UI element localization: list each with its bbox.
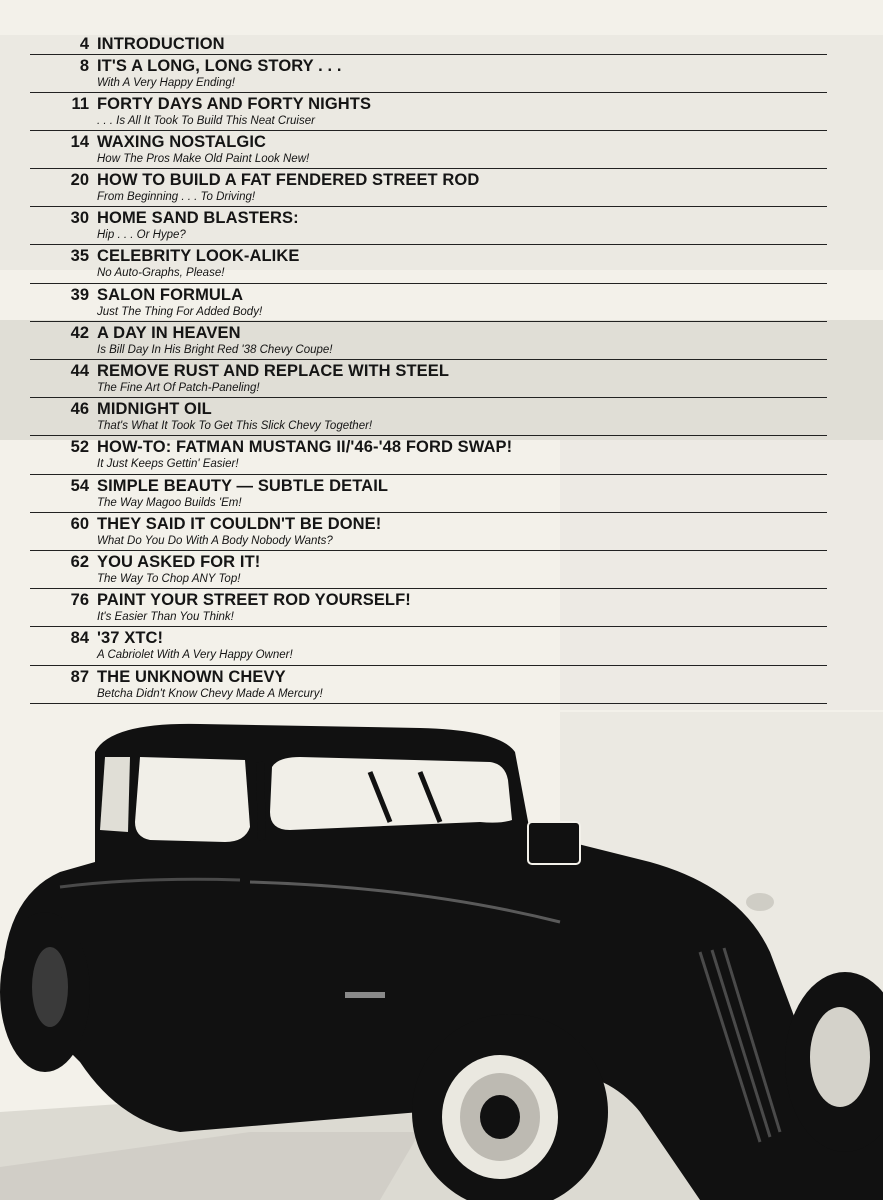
toc-entry xyxy=(30,245,827,283)
article-title: HOW-TO: FATMAN MUSTANG II/'46-'48 FORD SWAP! xyxy=(97,438,513,457)
article-subtitle: It Just Keeps Gettin' Easier! xyxy=(97,458,239,471)
toc-entry xyxy=(30,284,827,322)
article-title: CELEBRITY LOOK-ALIKE xyxy=(97,247,300,266)
page-number: 20 xyxy=(70,171,89,190)
page-number: 60 xyxy=(70,514,89,533)
article-title: MIDNIGHT OIL xyxy=(97,400,212,419)
page-number: 8 xyxy=(79,56,89,75)
toc-entry xyxy=(30,131,827,169)
article-subtitle: How The Pros Make Old Paint Look New! xyxy=(97,152,310,165)
article-subtitle: The Way Magoo Builds 'Em! xyxy=(97,496,242,509)
article-subtitle: Just The Thing For Added Body! xyxy=(97,305,263,318)
page-number: 87 xyxy=(70,667,89,686)
article-title: FORTY DAYS AND FORTY NIGHTS xyxy=(97,94,372,113)
article-title: IT'S A LONG, LONG STORY . . . xyxy=(97,56,342,75)
article-subtitle: From Beginning . . . To Driving! xyxy=(97,191,256,204)
article-subtitle: With A Very Happy Ending! xyxy=(97,76,235,89)
article-title: A DAY IN HEAVEN xyxy=(97,323,241,342)
toc-entry xyxy=(30,55,827,93)
article-title: PAINT YOUR STREET ROD YOURSELF! xyxy=(97,591,411,610)
page-number: 44 xyxy=(70,362,89,380)
toc-entry xyxy=(30,666,827,704)
toc-entry xyxy=(30,33,827,55)
article-title: SALON FORMULA xyxy=(97,285,244,304)
article-subtitle: No Auto-Graphs, Please! xyxy=(97,267,225,280)
toc-entry xyxy=(30,322,827,360)
article-subtitle: It's Easier Than You Think! xyxy=(97,611,234,624)
toc-entry xyxy=(30,207,827,245)
article-subtitle: What Do You Do With A Body Nobody Wants? xyxy=(97,534,333,547)
article-subtitle: Betcha Didn't Know Chevy Made A Mercury! xyxy=(97,687,323,700)
article-subtitle: The Way To Chop ANY Top! xyxy=(97,572,241,585)
article-title: SIMPLE BEAUTY — SUBTLE DETAIL xyxy=(97,476,389,495)
toc-entry xyxy=(30,398,827,436)
article-title: YOU ASKED FOR IT! xyxy=(97,552,261,571)
toc-entry xyxy=(30,627,827,665)
article-subtitle: That's What It Took To Get This Slick Chevy Together! xyxy=(97,420,373,433)
page-number: 30 xyxy=(70,209,89,228)
page-number: 54 xyxy=(70,476,89,495)
article-subtitle: The Fine Art Of Patch-Paneling! xyxy=(97,382,260,394)
page-number: 46 xyxy=(70,400,89,419)
article-title: WAXING NOSTALGIC xyxy=(97,132,267,151)
article-title: HOME SAND BLASTERS: xyxy=(97,209,299,228)
article-title: '37 XTC! xyxy=(97,629,164,648)
toc-entry xyxy=(30,475,827,513)
page-number: 35 xyxy=(70,247,89,266)
article-subtitle: . . . Is All It Took To Build This Neat Cruiser xyxy=(97,114,315,127)
toc-entry xyxy=(30,93,827,131)
page-number: 62 xyxy=(70,552,89,571)
table-of-contents xyxy=(30,33,827,704)
article-subtitle: Is Bill Day In His Bright Red '38 Chevy Coupe! xyxy=(97,343,333,356)
page-number: 84 xyxy=(70,629,89,648)
toc-entry xyxy=(30,589,827,627)
toc-entry xyxy=(30,169,827,207)
page-number: 39 xyxy=(70,285,89,304)
page-number: 4 xyxy=(79,35,89,53)
article-subtitle: Hip . . . Or Hype? xyxy=(97,229,186,242)
article-subtitle: A Cabriolet With A Very Happy Owner! xyxy=(97,649,293,662)
page-number: 11 xyxy=(71,94,89,113)
page-number: 42 xyxy=(70,323,89,342)
page-number: 52 xyxy=(70,438,89,457)
toc-entry xyxy=(30,551,827,589)
article-title: HOW TO BUILD A FAT FENDERED STREET ROD xyxy=(97,171,480,190)
page-number: 14 xyxy=(70,132,89,151)
toc-entry xyxy=(30,360,827,398)
hot-rod-photo xyxy=(0,712,883,1200)
article-title: INTRODUCTION xyxy=(97,35,225,53)
article-title: THE UNKNOWN CHEVY xyxy=(97,667,286,686)
page-number: 76 xyxy=(70,591,89,610)
article-title: THEY SAID IT COULDN'T BE DONE! xyxy=(97,514,382,533)
toc-entry xyxy=(30,436,827,474)
toc-entry xyxy=(30,513,827,551)
article-title: REMOVE RUST AND REPLACE WITH STEEL xyxy=(97,362,450,380)
